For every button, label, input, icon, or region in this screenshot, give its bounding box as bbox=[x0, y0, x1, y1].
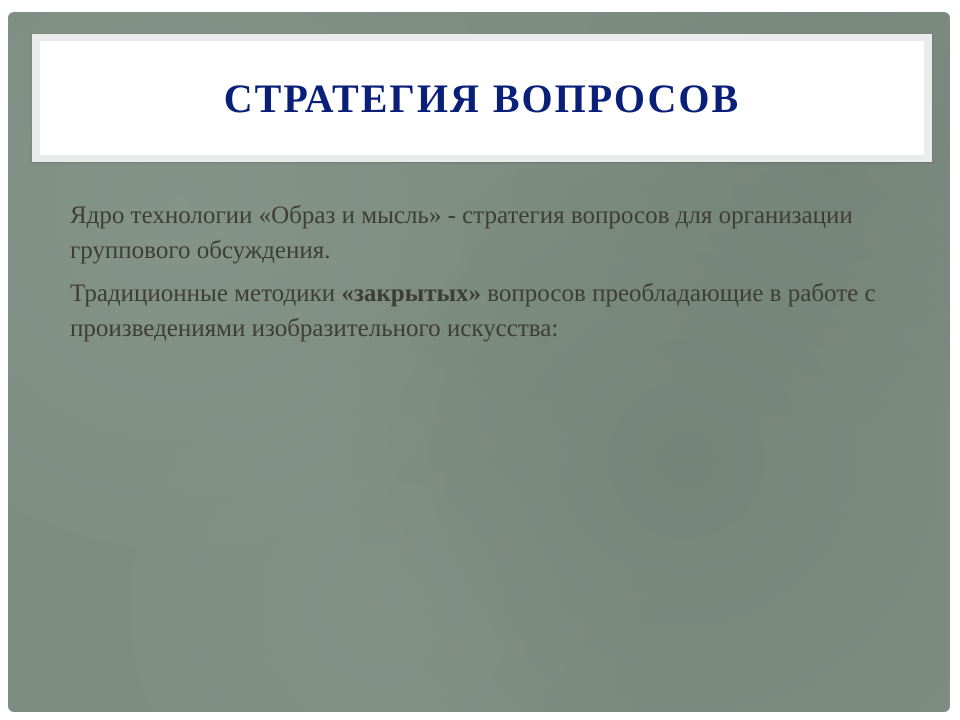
slide bbox=[8, 12, 950, 712]
slide-title: СТРАТЕГИЯ ВОПРОСОВ bbox=[223, 75, 741, 121]
paragraph-2-emphasis: «закрытых» bbox=[341, 280, 482, 307]
slide-body bbox=[70, 198, 920, 354]
paragraph-2-after: вопросов преобладающие в работе с произведениями изобразительного искусства: bbox=[70, 280, 876, 342]
title-inner bbox=[40, 41, 924, 155]
title-box bbox=[32, 34, 932, 162]
paragraph-2 bbox=[70, 276, 920, 346]
paragraph-2-before: Традиционные методики bbox=[70, 280, 342, 307]
paragraph-1: Ядро технологии «Образ и мысль» - стратегия вопросов для организации группового обсуждения. bbox=[70, 202, 853, 264]
